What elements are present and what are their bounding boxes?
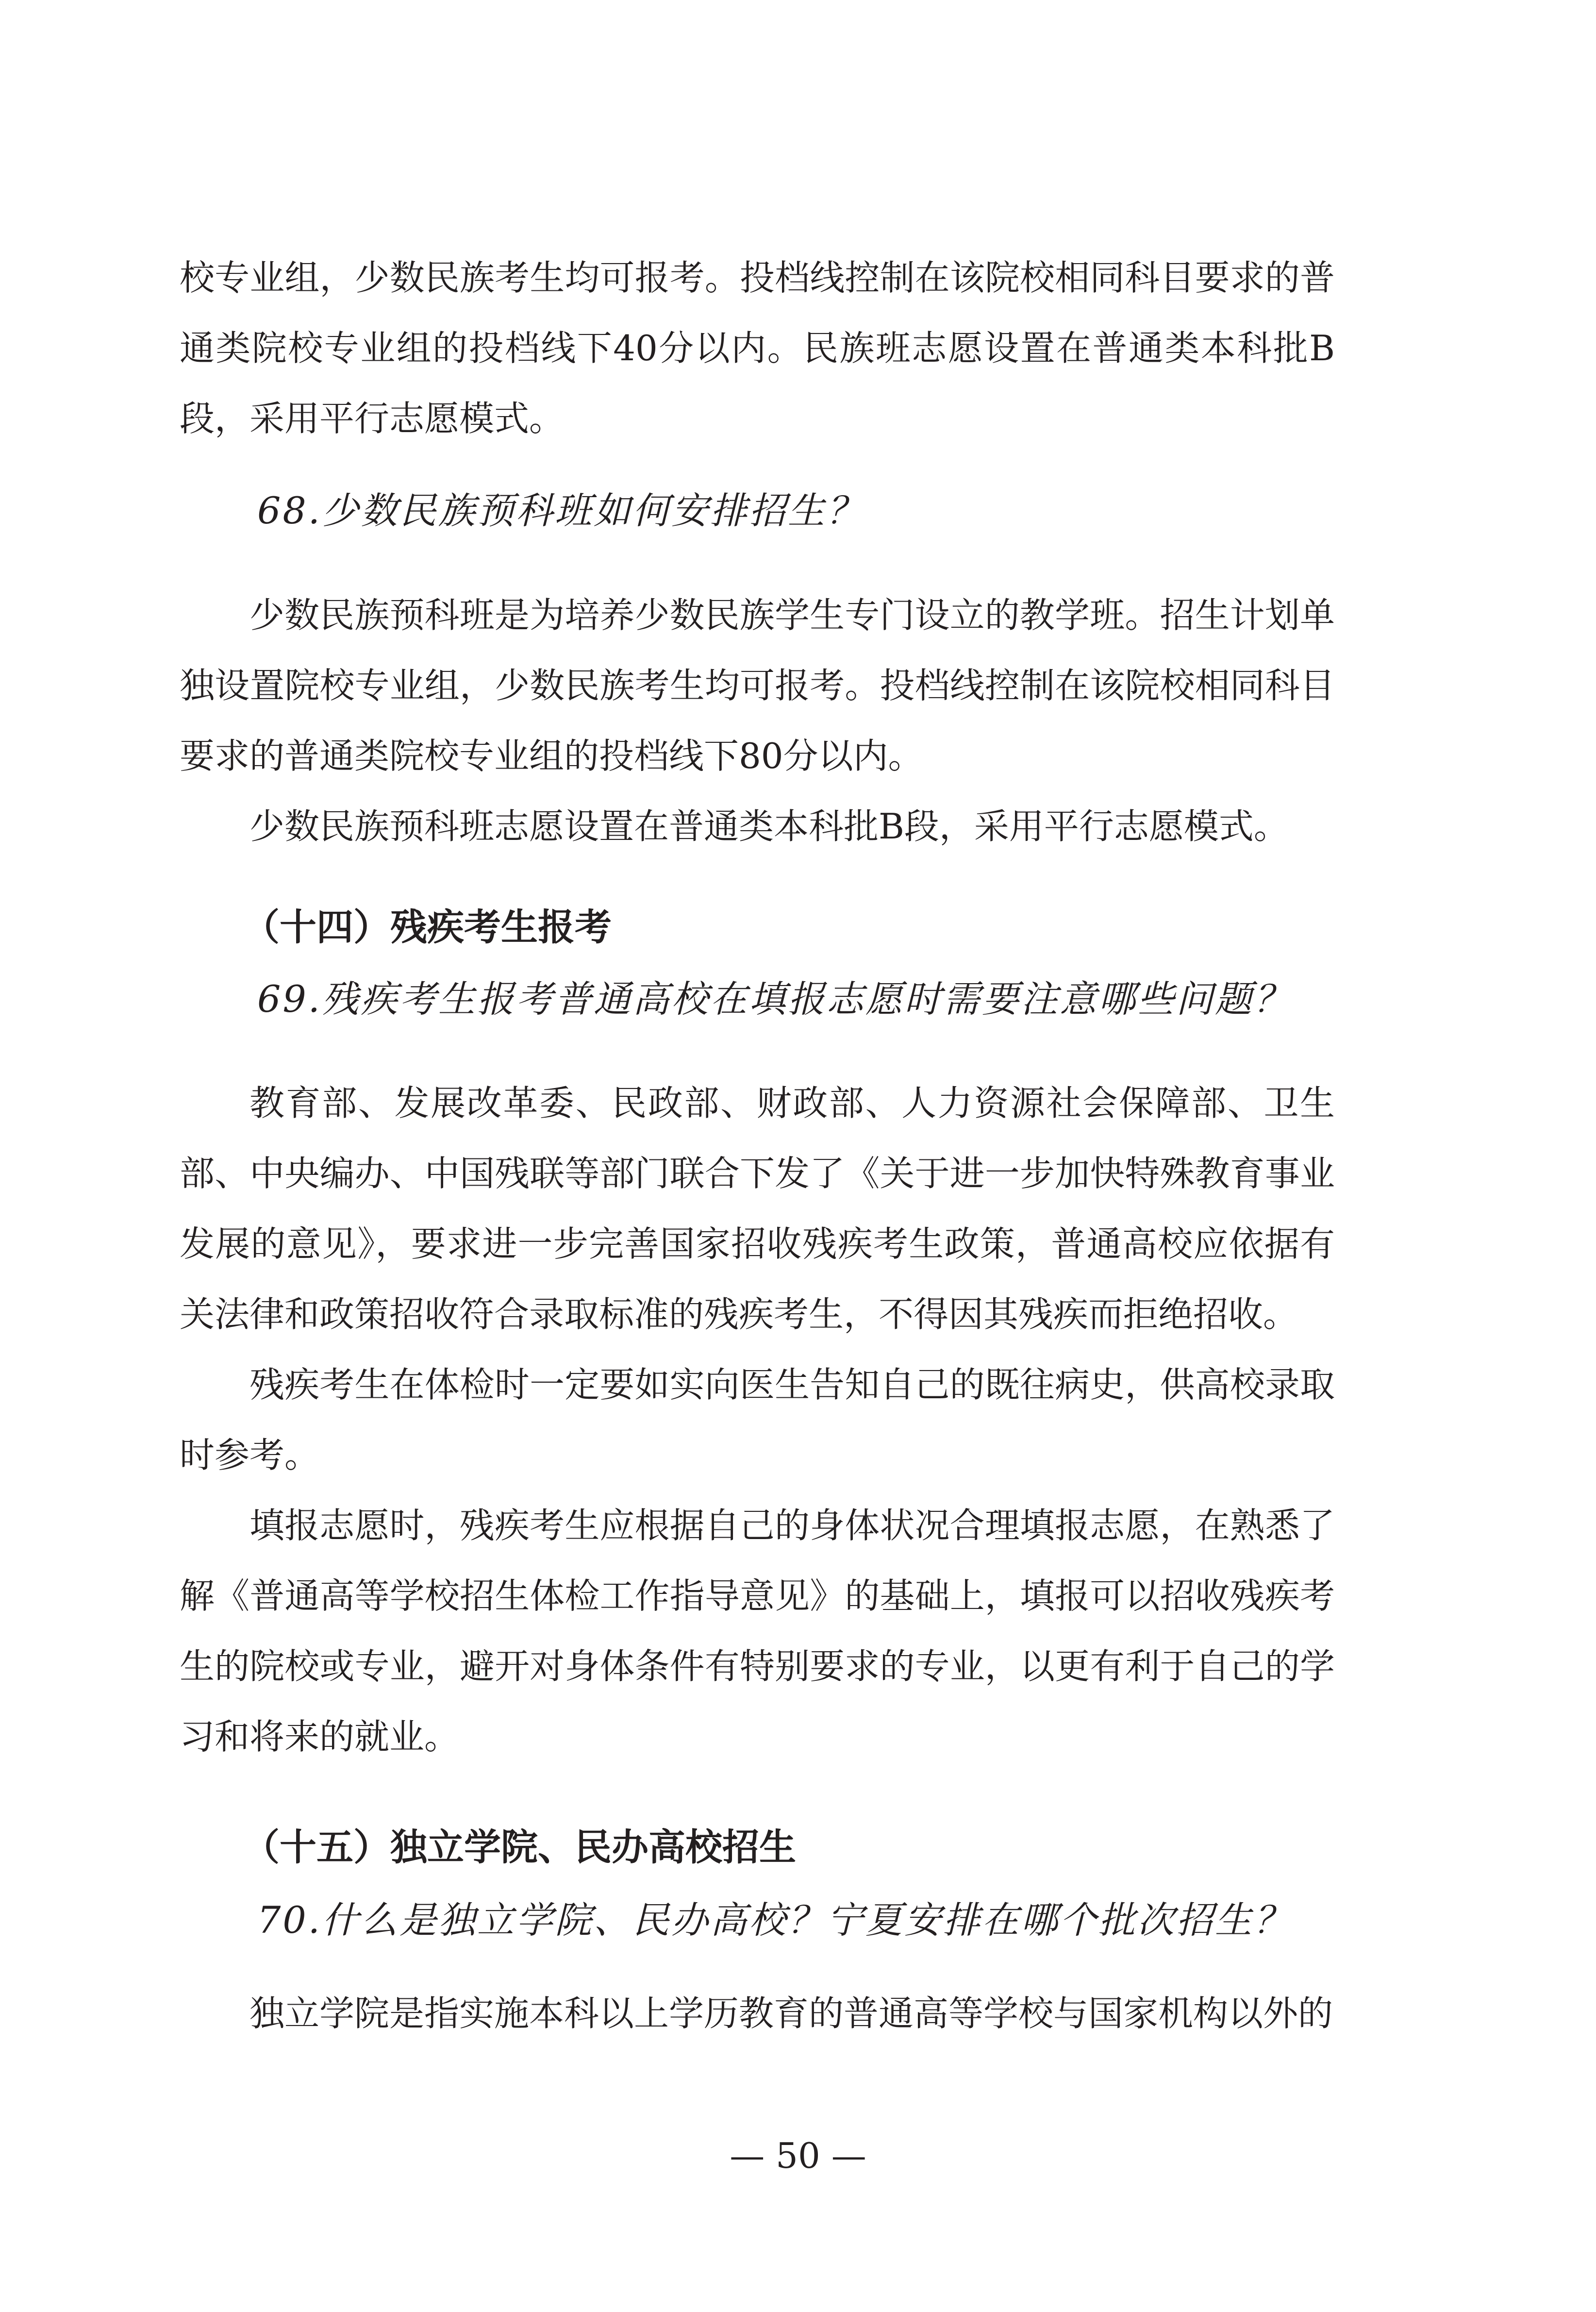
answer-68-paragraph-1: 少数民族预科班是为培养少数民族学生专门设立的教学班。招生计划单独设置院校专业组，少数民族考生均可报考。投档线控制在该院校相同科目要求的普通类院校专业组的投档线下80分以内。 (180, 595, 1335, 776)
question-68: 68.少数民族预科班如何安排招生？ (257, 489, 865, 532)
section-heading-15: （十五）独立学院、民办高校招生 (243, 1826, 796, 1869)
question-70: 70.什么是独立学院、民办高校？宁夏安排在哪个批次招生？ (257, 1898, 1293, 1942)
answer-68-paragraph-2: 少数民族预科班志愿设置在普通类本科批B段，采用平行志愿模式。 (249, 806, 1289, 847)
question-69: 69.残疾考生报考普通高校在填报志愿时需要注意哪些问题？ (257, 977, 1293, 1021)
answer-69-paragraph-3: 填报志愿时，残疾考生应根据自己的身体状况合理填报志愿，在熟悉了解《普通高等学校招生体检工作指导意见》的基础上，填报可以招收残疾考生的院校或专业，避开对身体条件有特别要求的专业，以更有利于自己的学习和将来的就业。 (180, 1505, 1335, 1757)
answer-69-paragraph-1: 教育部、发展改革委、民政部、财政部、人力资源社会保障部、卫生部、中央编办、中国残联等部门联合下发了《关于进一步加快特殊教育事业发展的意见》，要求进一步完善国家招收残疾考生政策，普通高校应依据有关法律和政策招收符合录取标准的残疾考生，不得因其残疾而拒绝招收。 (180, 1083, 1335, 1335)
section-heading-14: （十四）残疾考生报考 (243, 905, 612, 949)
answer-69 (180, 1068, 1335, 1772)
intro-section (180, 243, 1335, 454)
answer-68 (180, 580, 1335, 862)
answer-69-paragraph-2: 残疾考生在体检时一定要如实向医生告知自己的既往病史，供高校录取时参考。 (180, 1364, 1335, 1475)
answer-70-paragraph-1: 独立学院是指实施本科以上学历教育的普通高等学校与国家机构以外的 (249, 1993, 1333, 2034)
page-number: — 50 — (730, 2135, 866, 2176)
answer-70 (180, 1978, 1335, 2049)
intro-paragraph: 校专业组，少数民族考生均可报考。投档线控制在该院校相同科目要求的普通类院校专业组的投档线下40分以内。民族班志愿设置在普通类本科批B段，采用平行志愿模式。 (180, 257, 1335, 439)
